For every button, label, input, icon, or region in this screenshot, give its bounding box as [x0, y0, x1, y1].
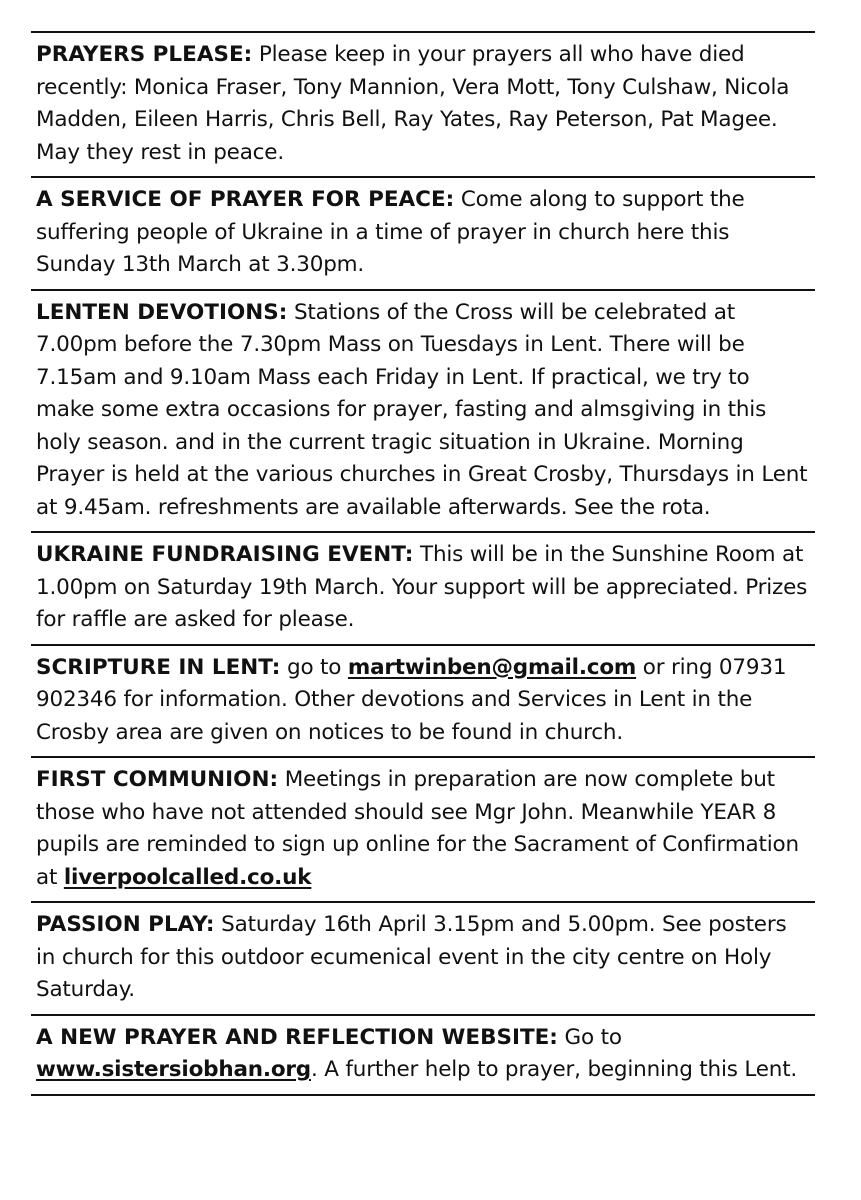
- liverpoolcalled-link[interactable]: liverpoolcalled.co.uk: [63, 864, 312, 890]
- notice-heading: A NEW PRAYER AND REFLECTION WEBSITE:: [36, 1024, 558, 1050]
- notice-body-after-link: or ring 07931 902346 for information. Other devotions and Services in Lent in the Crosby area are given on notices to be found in church.: [36, 654, 787, 745]
- notice-body: Come along to support the suffering people of Ukraine in a time of prayer in church here this Sunday 13th March at 3.30pm.: [36, 187, 745, 277]
- notice-lenten-devotions: [31, 289, 815, 532]
- notice-heading: PRAYERS PLEASE:: [36, 42, 253, 67]
- notice-prayer-website: [31, 1014, 815, 1096]
- website-link[interactable]: www.sistersiobhan.org: [36, 1057, 311, 1082]
- notice-body: This will be in the Sunshine Room at 1.00pm on Saturday 19th March. Your support will be appreciated. Prizes for raffle are asked for please.: [36, 542, 808, 632]
- notice-heading: UKRAINE FUNDRAISING EVENT:: [36, 542, 414, 567]
- notice-body: Saturday 16th April 3.15pm and 5.00pm. See posters in church for this outdoor ecumenical event in the city centre on Holy Saturday.: [36, 912, 787, 1002]
- notice-body-before-link: Go to: [564, 1024, 622, 1050]
- notice-heading: FIRST COMMUNION:: [36, 767, 279, 792]
- notice-first-communion: [31, 756, 815, 901]
- notice-body: Meetings in preparation are now complete but those who have not attended should see Mgr John. Meanwhile YEAR 8 pupils are reminded to sign up online for the Sacrament of Confirmation at: [36, 767, 799, 890]
- notice-heading: LENTEN DEVOTIONS:: [36, 299, 288, 325]
- notice-ukraine-fundraising: [31, 531, 815, 644]
- notice-body-after-link: . A further help to prayer, beginning this Lent.: [311, 1057, 798, 1082]
- notice-heading: A SERVICE OF PRAYER FOR PEACE:: [36, 187, 455, 212]
- notice-passion-play: [31, 901, 815, 1014]
- notice-prayers-please: [31, 31, 815, 176]
- notice-body-before-link: go to: [287, 654, 342, 680]
- notice-scripture-in-lent: [31, 644, 815, 757]
- notices-page: [31, 31, 815, 1096]
- notice-body: Stations of the Cross will be celebrated at 7.00pm before the 7.30pm Mass on Tuesdays in Lent. There will be 7.15am and 9.10am Mass each Friday in Lent. If practical, we try to make some extra occasions for prayer, fasting and almsgiving in this holy season. and in the current tragic situation in Ukraine. Morning Prayer is held at the various churches in Great Crosby, Thursdays in Lent at 9.45am. refreshments are available afterwards. See the rota.: [36, 299, 808, 520]
- email-link[interactable]: martwinben@gmail.com: [347, 654, 637, 680]
- notice-heading: SCRIPTURE IN LENT:: [36, 654, 281, 680]
- notice-body: Please keep in your prayers all who have died recently: Monica Fraser, Tony Mannion, Vera Mott, Tony Culshaw, Nicola Madden, Eileen Harris, Chris Bell, Ray Yates, Ray Peterson, Pat Magee. May they rest in peace.: [36, 42, 790, 165]
- notice-peace-service: [31, 176, 815, 289]
- notice-heading: PASSION PLAY:: [36, 912, 215, 937]
